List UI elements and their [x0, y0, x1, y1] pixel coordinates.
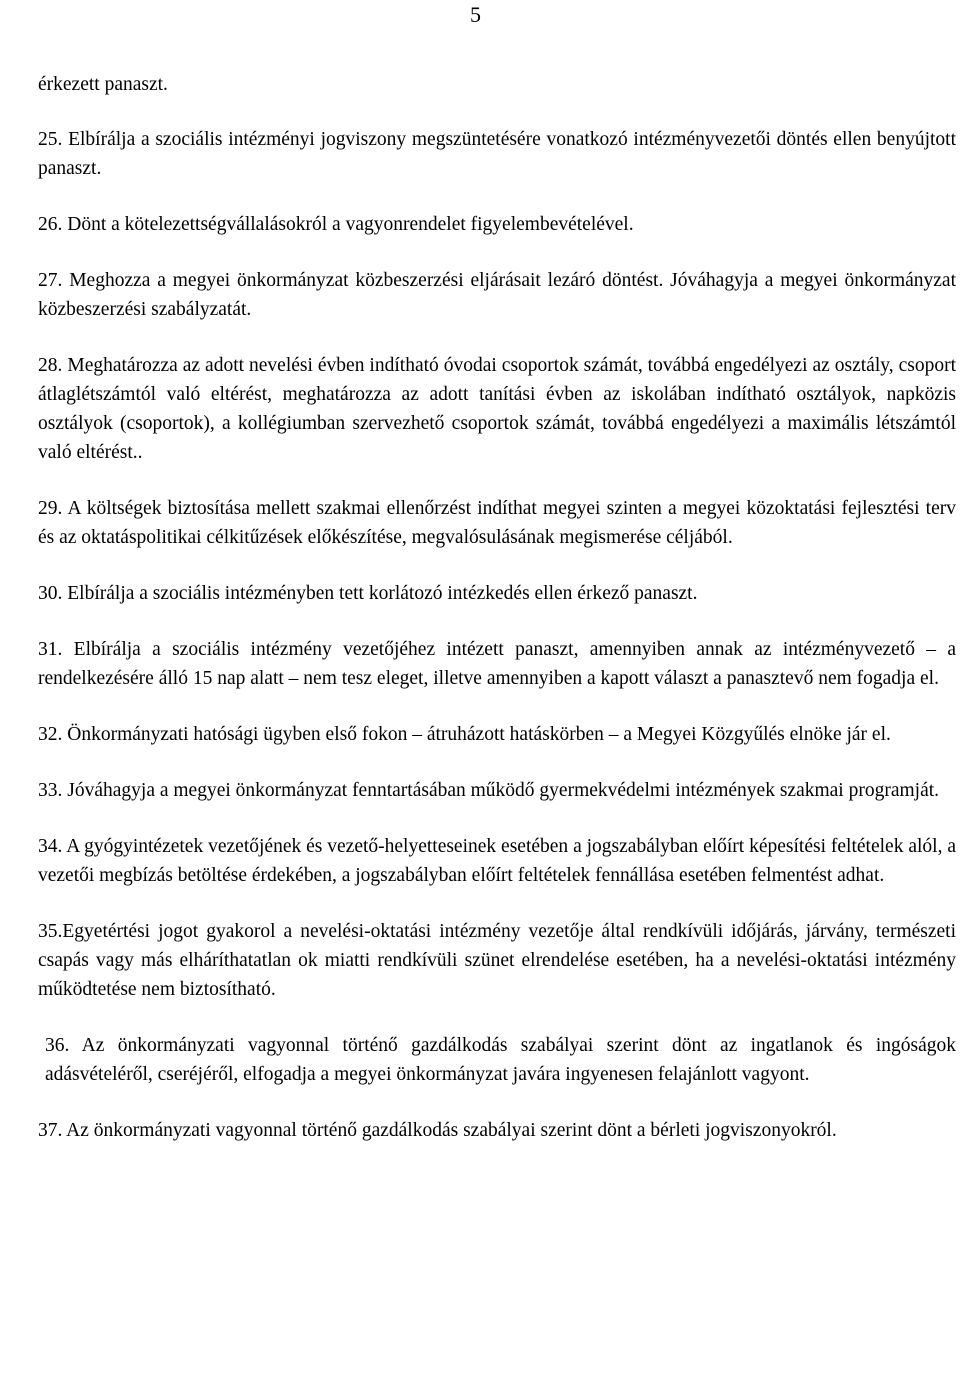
- item-34: 34. A gyógyintézetek vezetőjének és vezető-helyetteseinek esetében a jogszabályban előírt képesítési feltételek alól, a vezetői megbízás betöltése érdekében, a jogszabályban előírt feltételek fennállása esetében felmentést adhat.: [38, 836, 956, 886]
- item-25: 25. Elbírálja a szociális intézményi jogviszony megszüntetésére vonatkozó intézményvezetői döntés ellen benyújtott panaszt.: [38, 129, 956, 179]
- item-29: 29. A költségek biztosítása mellett szakmai ellenőrzést indíthat megyei szinten a megyei közoktatási fejlesztési terv és az oktatáspolitikai célkitűzések előkészítése, megvalósulásának megismerése céljából.: [38, 498, 956, 548]
- item-28: 28. Meghatározza az adott nevelési évben indítható óvodai csoportok számát, továbbá engedélyezi az osztály, csoport átlaglétszámtól való eltérést, meghatározza az adott tanítási évben az iskolában indítható osztályok, napközis osztályok (csoportok), a kollégiumban szervezhető csoportok számát, továbbá engedélyezi a maximális létszámtól való eltérést..: [38, 355, 956, 463]
- item-37: 37. Az önkormányzati vagyonnal történő gazdálkodás szabályai szerint dönt a bérleti jogviszonyokról.: [38, 1120, 837, 1141]
- item-36: 36. Az önkormányzati vagyonnal történő gazdálkodás szabályai szerint dönt az ingatlanok és ingóságok adásvételéről, cseréjéről, elfogadja a megyei önkormányzat javára ingyenesen felajánlott vagyont.: [45, 1035, 956, 1085]
- item-30: 30. Elbírálja a szociális intézményben tett korlátozó intézkedés ellen érkező panaszt.: [38, 583, 698, 604]
- item-27: 27. Meghozza a megyei önkormányzat közbeszerzési eljárásait lezáró döntést. Jóváhagyja a megyei önkormányzat közbeszerzési szabályzatát.: [38, 270, 956, 320]
- item-32: 32. Önkormányzati hatósági ügyben első fokon – átruházott hatáskörben – a Megyei Közgyűlés elnöke jár el.: [38, 724, 891, 745]
- item-35: 35.Egyetértési jogot gyakorol a nevelési-oktatási intézmény vezetője által rendkívüli időjárás, járvány, természeti csapás vagy más elháríthatatlan ok miatti rendkívüli szünet elrendelése esetében, ha a nevelési-oktatási intézmény működtetése nem biztosítható.: [38, 921, 956, 1000]
- page-number: 5: [470, 2, 481, 27]
- item-26: 26. Dönt a kötelezettségvállalásokról a vagyonrendelet figyelembevételével.: [38, 214, 634, 235]
- item-33: 33. Jóváhagyja a megyei önkormányzat fenntartásában működő gyermekvédelmi intézmények szakmai programját.: [38, 780, 940, 801]
- paragraph-continuation: érkezett panaszt.: [38, 74, 168, 95]
- item-31: 31. Elbírálja a szociális intézmény vezetőjéhez intézett panaszt, amennyiben annak az intézményvezető – a rendelkezésére álló 15 nap alatt – nem tesz eleget, illetve amennyiben a kapott választ a panasztevő nem fogadja el.: [38, 639, 956, 689]
- document-body: [38, 70, 956, 1172]
